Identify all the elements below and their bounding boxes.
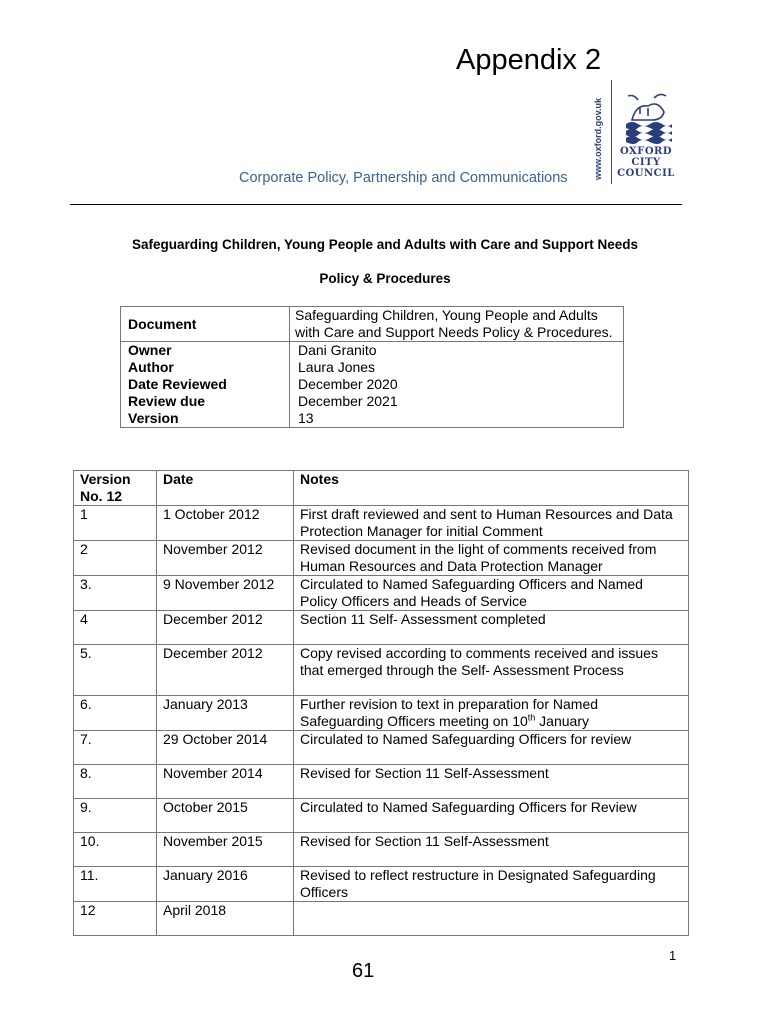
date-cell: January 2013	[157, 696, 294, 731]
document-details-table	[120, 306, 624, 428]
notes-text-end: January	[535, 713, 589, 729]
owner-value: Dani Granito	[290, 342, 624, 360]
version-cell: 12	[74, 902, 157, 936]
version-cell: 3.	[74, 576, 157, 611]
notes-superscript: th	[527, 712, 536, 723]
notes-cell: Copy revised according to comments received and issues that emerged through the Self- Assessment Process	[294, 645, 689, 696]
notes-cell: Revised for Section 11 Self-Assessment	[294, 833, 689, 867]
notes-cell	[294, 902, 689, 936]
notes-cell: First draft reviewed and sent to Human Resources and Data Protection Manager for initial Comment	[294, 506, 689, 541]
col-header-version: Version No. 12	[74, 471, 157, 506]
notes-cell: Section 11 Self- Assessment completed	[294, 611, 689, 645]
details-row-document	[121, 307, 624, 342]
appendix-title: Appendix 2	[456, 44, 602, 76]
date-cell: December 2012	[157, 645, 294, 696]
document-subtitle: Policy & Procedures	[319, 271, 451, 286]
council-name-line2: CITY	[631, 157, 661, 168]
table-row	[74, 541, 689, 576]
date-cell: January 2016	[157, 867, 294, 902]
date-cell: 1 October 2012	[157, 506, 294, 541]
notes-cell: Circulated to Named Safeguarding Officers and Named Policy Officers and Heads of Service	[294, 576, 689, 611]
version-history-table	[73, 470, 689, 936]
owner-label: Owner	[121, 342, 290, 360]
details-row-owner	[121, 342, 624, 360]
notes-cell: Revised for Section 11 Self-Assessment	[294, 765, 689, 799]
version-cell: 11.	[74, 867, 157, 902]
department-name: Corporate Policy, Partnership and Communications	[239, 170, 568, 186]
version-cell: 2	[74, 541, 157, 576]
header-divider	[70, 204, 682, 205]
notes-cell: Revised to reflect restructure in Designated Safeguarding Officers	[294, 867, 689, 902]
ox-crest-icon	[618, 90, 678, 146]
review-due-label: Review due	[121, 393, 290, 410]
version-cell: 9.	[74, 799, 157, 833]
notes-cell: Circulated to Named Safeguarding Officers for Review	[294, 799, 689, 833]
details-row-version	[121, 410, 624, 428]
version-value: 13	[290, 410, 624, 428]
document-title: Safeguarding Children, Young People and Adults with Care and Support Needs	[131, 237, 639, 252]
version-cell: 7.	[74, 731, 157, 765]
date-cell: November 2015	[157, 833, 294, 867]
page-number: 1	[669, 948, 677, 963]
table-row	[74, 506, 689, 541]
version-cell: 10.	[74, 833, 157, 867]
date-cell: November 2014	[157, 765, 294, 799]
council-name-line3: COUNCIL	[617, 168, 675, 179]
table-row	[74, 576, 689, 611]
table-row	[74, 731, 689, 765]
col-header-date: Date	[157, 471, 294, 506]
date-cell: April 2018	[157, 902, 294, 936]
council-name	[614, 146, 678, 179]
table-row	[74, 611, 689, 645]
date-reviewed-value: December 2020	[290, 376, 624, 393]
table-row	[74, 696, 689, 731]
table-row	[74, 765, 689, 799]
notes-text: Further revision to text in preparation for Named Safeguarding Officers meeting on 10	[300, 696, 599, 729]
version-label: Version	[121, 410, 290, 428]
author-label: Author	[121, 359, 290, 376]
version-cell: 1	[74, 506, 157, 541]
date-reviewed-label: Date Reviewed	[121, 376, 290, 393]
version-cell: 5.	[74, 645, 157, 696]
logo-divider	[611, 80, 612, 184]
date-cell: 9 November 2012	[157, 576, 294, 611]
notes-cell: Circulated to Named Safeguarding Officers for review	[294, 731, 689, 765]
document-page-number: 61	[352, 960, 375, 982]
date-cell: 29 October 2014	[157, 731, 294, 765]
date-cell: November 2012	[157, 541, 294, 576]
version-cell: 8.	[74, 765, 157, 799]
document-value: Safeguarding Children, Young People and Adults with Care and Support Needs Policy & Procedures.	[290, 307, 624, 342]
version-cell: 6.	[74, 696, 157, 731]
details-row-review-due	[121, 393, 624, 410]
council-name-line1: OXFORD	[619, 146, 673, 157]
notes-cell: Revised document in the light of comments received from Human Resources and Data Protection Manager	[294, 541, 689, 576]
author-value: Laura Jones	[290, 359, 624, 376]
details-row-date-reviewed	[121, 376, 624, 393]
review-due-value: December 2021	[290, 393, 624, 410]
version-cell: 4	[74, 611, 157, 645]
date-cell: December 2012	[157, 611, 294, 645]
table-row	[74, 833, 689, 867]
table-row	[74, 645, 689, 696]
council-website	[591, 92, 605, 186]
council-website-text: www.oxford.gov.uk	[593, 97, 604, 181]
table-row	[74, 799, 689, 833]
col-header-notes: Notes	[294, 471, 689, 506]
notes-cell	[294, 696, 689, 731]
details-row-author	[121, 359, 624, 376]
version-history-header	[74, 471, 689, 506]
table-row	[74, 867, 689, 902]
table-row	[74, 902, 689, 936]
document-label: Document	[121, 307, 290, 342]
date-cell: October 2015	[157, 799, 294, 833]
